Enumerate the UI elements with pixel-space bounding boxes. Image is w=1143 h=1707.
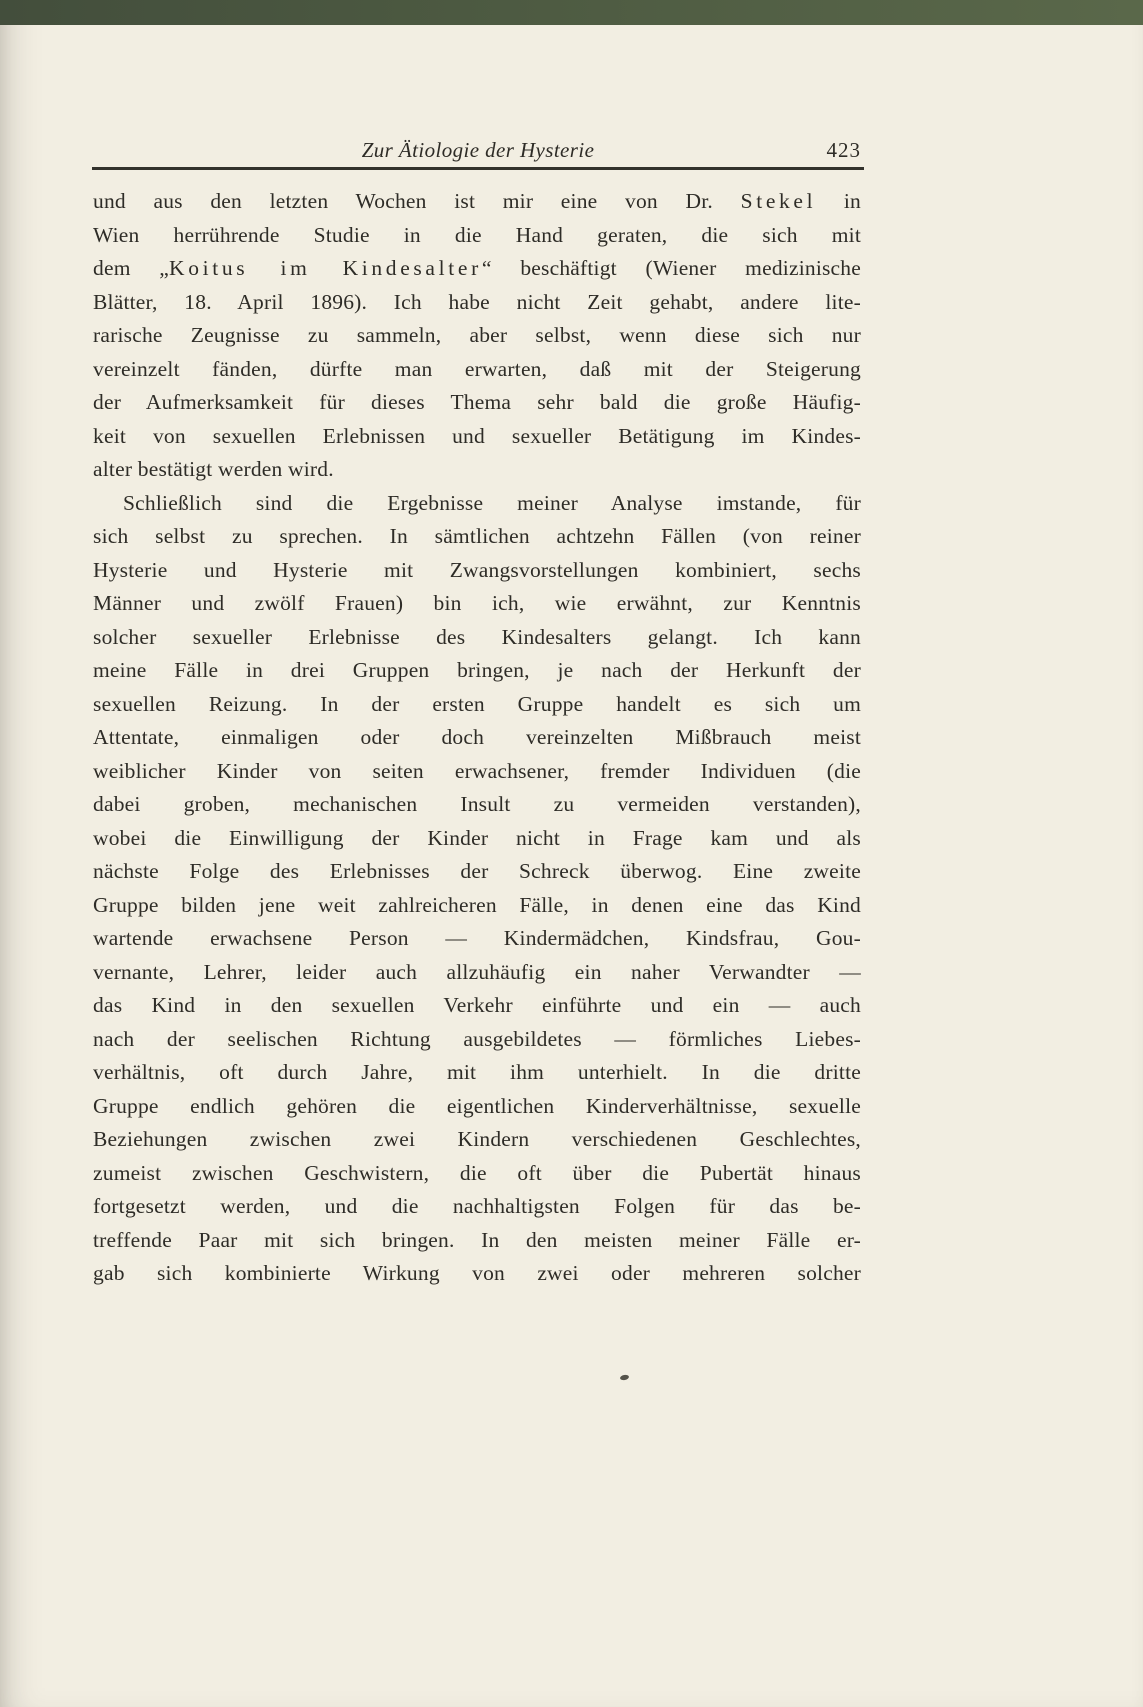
text-line: sexuellen Reizung. In der ersten Gruppe handelt es sich um xyxy=(93,691,861,716)
text-line: wobei die Einwilligung der Kinder nicht in Frage kam und als xyxy=(93,825,861,850)
text-line: Wien herrührende Studie in die Hand geraten, die sich mit xyxy=(93,222,861,247)
text-line: rarische Zeugnisse zu sammeln, aber selbst, wenn diese sich nur xyxy=(93,323,861,347)
text-line: wartende erwachsene Person — Kindermädchen, Kindsfrau, Gou- xyxy=(93,926,861,950)
text-line: zumeist zwischen Geschwistern, die oft über die Pubertät hinaus xyxy=(93,1160,861,1185)
text-line: gab sich kombinierte Wirkung von zwei oder mehreren solcher xyxy=(93,1261,861,1285)
text-line: Blätter, 18. April 1896). Ich habe nicht Zeit gehabt, andere lite- xyxy=(93,289,861,314)
text-line: Gruppe bilden jene weit zahlreicheren Fälle, in denen eine das Kind xyxy=(93,892,861,917)
text-segment: und aus den letzten Wochen ist mir eine von Dr. xyxy=(93,189,741,213)
text-line: verhältnis, oft durch Jahre, mit ihm unterhielt. In die dritte xyxy=(93,1060,861,1084)
text-line: dabei groben, mechanischen Insult zu vermeiden verstanden), xyxy=(93,792,861,816)
text-block xyxy=(93,185,861,1291)
text-line: alter bestätigt werden wird. xyxy=(93,457,334,481)
paragraph xyxy=(93,185,861,487)
letterspaced-text: Koitus im Kindesalter xyxy=(169,256,482,280)
header-rule xyxy=(92,167,864,170)
text-segment: in xyxy=(816,189,861,213)
text-line: solcher sexueller Erlebnisse des Kindesalters gelangt. Ich kann xyxy=(93,624,861,649)
text-line: Männer und zwölf Frauen) bin ich, wie erwähnt, zur Kenntnis xyxy=(93,591,861,615)
page-header xyxy=(93,138,863,166)
page-number: 423 xyxy=(826,138,861,162)
text-line xyxy=(93,185,861,219)
text-line: fortgesetzt werden, und die nachhaltigsten Folgen für das be- xyxy=(93,1194,861,1218)
text-line: Schließlich sind die Ergebnisse meiner Analyse imstande, für xyxy=(123,490,861,515)
text-line: meine Fälle in drei Gruppen bringen, je nach der Herkunft der xyxy=(93,658,861,682)
scan-top-band xyxy=(0,0,1143,25)
paragraph xyxy=(93,487,861,1291)
running-title: Zur Ätiologie der Hysterie xyxy=(361,138,595,162)
text-line: der Aufmerksamkeit für dieses Thema sehr bald die große Häufig- xyxy=(93,390,861,414)
text-line: das Kind in den sexuellen Verkehr einführte und ein — auch xyxy=(93,993,861,1017)
text-line: weiblicher Kinder von seiten erwachsener, fremder Individuen (die xyxy=(93,758,861,783)
ink-mark xyxy=(620,1374,630,1381)
text-line: Attentate, einmaligen oder doch vereinzelten Mißbrauch meist xyxy=(93,725,861,749)
letterspaced-text: Stekel xyxy=(740,189,817,213)
text-line xyxy=(93,252,861,286)
text-line: Hysterie und Hysterie mit Zwangsvorstellungen kombiniert, sechs xyxy=(93,557,861,582)
text-line: nach der seelischen Richtung ausgebildetes — förmliches Liebes- xyxy=(93,1026,861,1051)
text-line: keit von sexuellen Erlebnissen und sexueller Betätigung im Kindes- xyxy=(93,423,861,448)
text-line: treffende Paar mit sich bringen. In den meisten meiner Fälle er- xyxy=(93,1227,861,1252)
text-segment: dem „ xyxy=(93,256,170,280)
text-line: nächste Folge des Erlebnisses der Schreck überwog. Eine zweite xyxy=(93,859,861,883)
text-line: sich selbst zu sprechen. In sämtlichen achtzehn Fällen (von reiner xyxy=(93,524,861,548)
text-line: Gruppe endlich gehören die eigentlichen Kinderverhältnisse, sexuelle xyxy=(93,1093,861,1118)
text-line: vereinzelt fänden, dürfte man erwarten, daß mit der Steigerung xyxy=(93,356,861,381)
text-line: Beziehungen zwischen zwei Kindern verschiedenen Geschlechtes, xyxy=(93,1127,861,1151)
text-segment: “ beschäftigt (Wiener medizinische xyxy=(481,256,861,280)
text-line: vernante, Lehrer, leider auch allzuhäufig ein naher Verwandter — xyxy=(93,959,861,984)
